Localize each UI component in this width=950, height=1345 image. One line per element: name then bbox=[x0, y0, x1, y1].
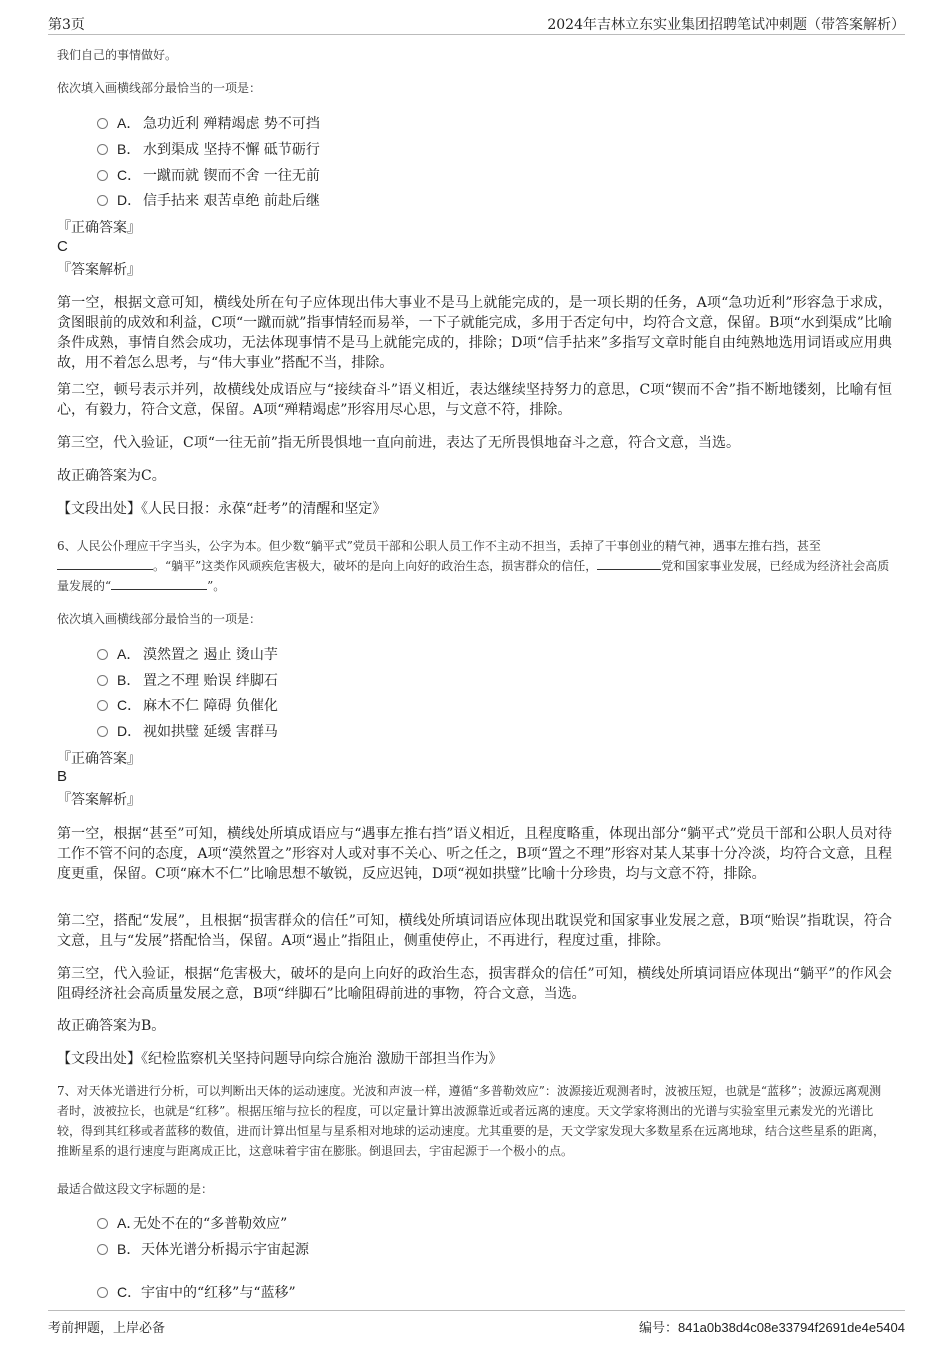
q6-analysis-1: 第一空，根据“甚至”可知，横线处所填成语应与“遇事左推右挡”语义相近，且程度略重，体现出部分“躺平式”党员干部和公职人员对待工作不管不问的态度，A项“漠然置之”形容对人或对事不关心、听之任之，B项“置之不理”形容对某人某事十分冷淡，均符合文意，且程度更重，保留。C项“麻木不仁”比喻思想不敏锐，反应迟钝，D项“视如拱璧”比喻十分珍贵，均与文意不符，排除。 bbox=[57, 826, 892, 882]
page-number: 第3页 bbox=[48, 17, 85, 33]
answer-blank bbox=[111, 577, 207, 590]
q5-option-a[interactable]: A． 急功近利 殚精竭虑 势不可挡 bbox=[97, 112, 320, 134]
q5-prompt: 依次填入画横线部分最恰当的一项是： bbox=[57, 81, 262, 95]
q5-analysis-3: 第三空，代入验证，C项“一往无前”指无所畏惧地一直向前进，表达了无所畏惧地奋斗之意，符合文意，当选。 bbox=[57, 435, 741, 451]
radio-icon[interactable] bbox=[97, 1244, 108, 1255]
q5-analysis-label: 『答案解析』 bbox=[57, 262, 141, 278]
q5-analysis-1: 第一空，根据文意可知，横线处所在句子应体现出伟大事业不是马上就能完成的，是一项长期的任务，A项“急功近利”形容急于求成，贪图眼前的成效和利益，C项“一蹴而就”指事情轻而易举，一下子就能完成，多用于否定句中，均符合文意，保留。B项“水到渠成”比喻条件成熟，事情自然会成功，无法体现事情不是马上就能完成的，排除；D项“信手拈来”多指写文章时能自由纯熟地选用词语或应用典故，用不着怎么思考，与“伟大事业”搭配不当，排除。 bbox=[57, 295, 892, 371]
q6-analysis-3: 第三空，代入验证，根据“危害极大，破坏的是向上向好的政治生态，损害群众的信任”可知，横线处所填词语应体现出“躺平”的作风会阻碍经济社会高质量发展之意，B项“绊脚石”比喻阻碍前进的事物，符合文意，当选。 bbox=[57, 966, 892, 1002]
q7-option-a[interactable]: A．无处不在的“多普勒效应” bbox=[97, 1212, 287, 1234]
q5-option-d[interactable]: D． 信手拈来 艰苦卓绝 前赴后继 bbox=[97, 189, 320, 211]
radio-icon[interactable] bbox=[97, 700, 108, 711]
q5-answer-label: 『正确答案』 bbox=[57, 220, 141, 236]
q6-analysis-2: 第二空，搭配“发展”，且根据“损害群众的信任”可知，横线处所填词语应体现出耽误党和国家事业发展之意，B项“贻误”指耽误，符合文意，且与“发展”搭配恰当，保留。A项“遏止”指阻止，侧重使停止，不再进行，程度过重，排除。 bbox=[57, 913, 892, 949]
q5-option-b[interactable]: B． 水到渠成 坚持不懈 砥节砺行 bbox=[97, 138, 320, 160]
q7-stem: 7、对天体光谱进行分析，可以判断出天体的运动速度。光波和声波一样，遵循“多普勒效应”：波源接近观测者时，波被压短，也就是“蓝移”；波源远离观测者时，波被拉长，也就是“红移”。根据压缩与拉长的程度，可以定量计算出波源靠近或者远离的速度。天文学家将测出的光谱与实验室里元素发光的光谱比较，得到其红移或者蓝移的数值，进而计算出恒星与星系相对地球的运动速度。尤其重要的是，天文学家发现大多数星系在远离地球，结合这些星系的距离，推断星系的退行速度与距离成正比，这意味着宇宙在膨胀。倒退回去，宇宙起源于一个极小的点。 bbox=[57, 1084, 886, 1158]
q6-answer: B bbox=[57, 768, 68, 785]
q7-prompt: 最适合做这段文字标题的是： bbox=[57, 1182, 214, 1196]
radio-icon[interactable] bbox=[97, 649, 108, 660]
q6-prompt: 依次填入画横线部分最恰当的一项是： bbox=[57, 612, 262, 626]
answer-blank bbox=[597, 557, 661, 570]
serial-number: 编号：841a0b38d4c08e33794f2691de4e5404 bbox=[638, 1320, 905, 1336]
document-title: 2024年吉林立东实业集团招聘笔试冲刺题（带答案解析） bbox=[547, 17, 905, 33]
q6-option-b[interactable]: B． 置之不理 贻误 绊脚石 bbox=[97, 669, 278, 691]
page-header bbox=[48, 14, 905, 35]
radio-icon[interactable] bbox=[97, 170, 108, 181]
q5-analysis-4: 故正确答案为C。 bbox=[57, 468, 166, 484]
radio-icon[interactable] bbox=[97, 144, 108, 155]
q5-analysis-2: 第二空，顿号表示并列，故横线处成语应与“接续奋斗”语义相近，表达继续坚持努力的意思，C项“锲而不舍”指不断地镂刻，比喻有恒心，有毅力，符合文意，保留。A项“殚精竭虑”形容用尽心思，与文意不符，排除。 bbox=[57, 382, 892, 418]
q5-source: 【文段出处】《人民日报：永葆“赶考”的清醒和坚定》 bbox=[57, 501, 387, 517]
page-footer bbox=[48, 1310, 905, 1336]
q6-source: 【文段出处】《纪检监察机关坚持问题导向综合施治 激励干部担当作为》 bbox=[57, 1051, 503, 1067]
radio-icon[interactable] bbox=[97, 1218, 108, 1229]
q6-analysis-label: 『答案解析』 bbox=[57, 792, 141, 808]
q5-stem-tail: 我们自己的事情做好。 bbox=[57, 48, 178, 62]
q6-option-d[interactable]: D． 视如拱璧 延缓 害群马 bbox=[97, 720, 278, 742]
q5-option-c[interactable]: C． 一蹴而就 锲而不舍 一往无前 bbox=[97, 164, 320, 186]
radio-icon[interactable] bbox=[97, 726, 108, 737]
radio-icon[interactable] bbox=[97, 1287, 108, 1298]
radio-icon[interactable] bbox=[97, 195, 108, 206]
q5-answer: C bbox=[57, 238, 68, 255]
q7-option-c[interactable]: C．宇宙中的“红移”与“蓝移” bbox=[97, 1281, 296, 1303]
q6-analysis-4: 故正确答案为B。 bbox=[57, 1018, 166, 1034]
footer-slogan: 考前押题，上岸必备 bbox=[48, 1321, 166, 1336]
q6-option-a[interactable]: A． 漠然置之 遏止 烫山芋 bbox=[97, 643, 278, 665]
q6-option-c[interactable]: C． 麻木不仁 障碍 负催化 bbox=[97, 694, 278, 716]
radio-icon[interactable] bbox=[97, 675, 108, 686]
q6-answer-label: 『正确答案』 bbox=[57, 751, 141, 767]
q7-option-b[interactable]: B．天体光谱分析揭示宇宙起源 bbox=[97, 1238, 309, 1260]
answer-blank bbox=[57, 557, 153, 570]
q6-stem: 6、人民公仆理应干字当头，公字为本。但少数“躺平式”党员干部和公职人员工作不主动不担当，丢掉了干事创业的精气神，遇事左推右挡，甚至。“躺平”这类作风顽疾危害极大，破坏的是向上向好的政治生态，损害群众的信任， 党和国家事业发展，已经成为经济社会高质量发展的“ ”。 bbox=[57, 539, 890, 593]
radio-icon[interactable] bbox=[97, 118, 108, 129]
